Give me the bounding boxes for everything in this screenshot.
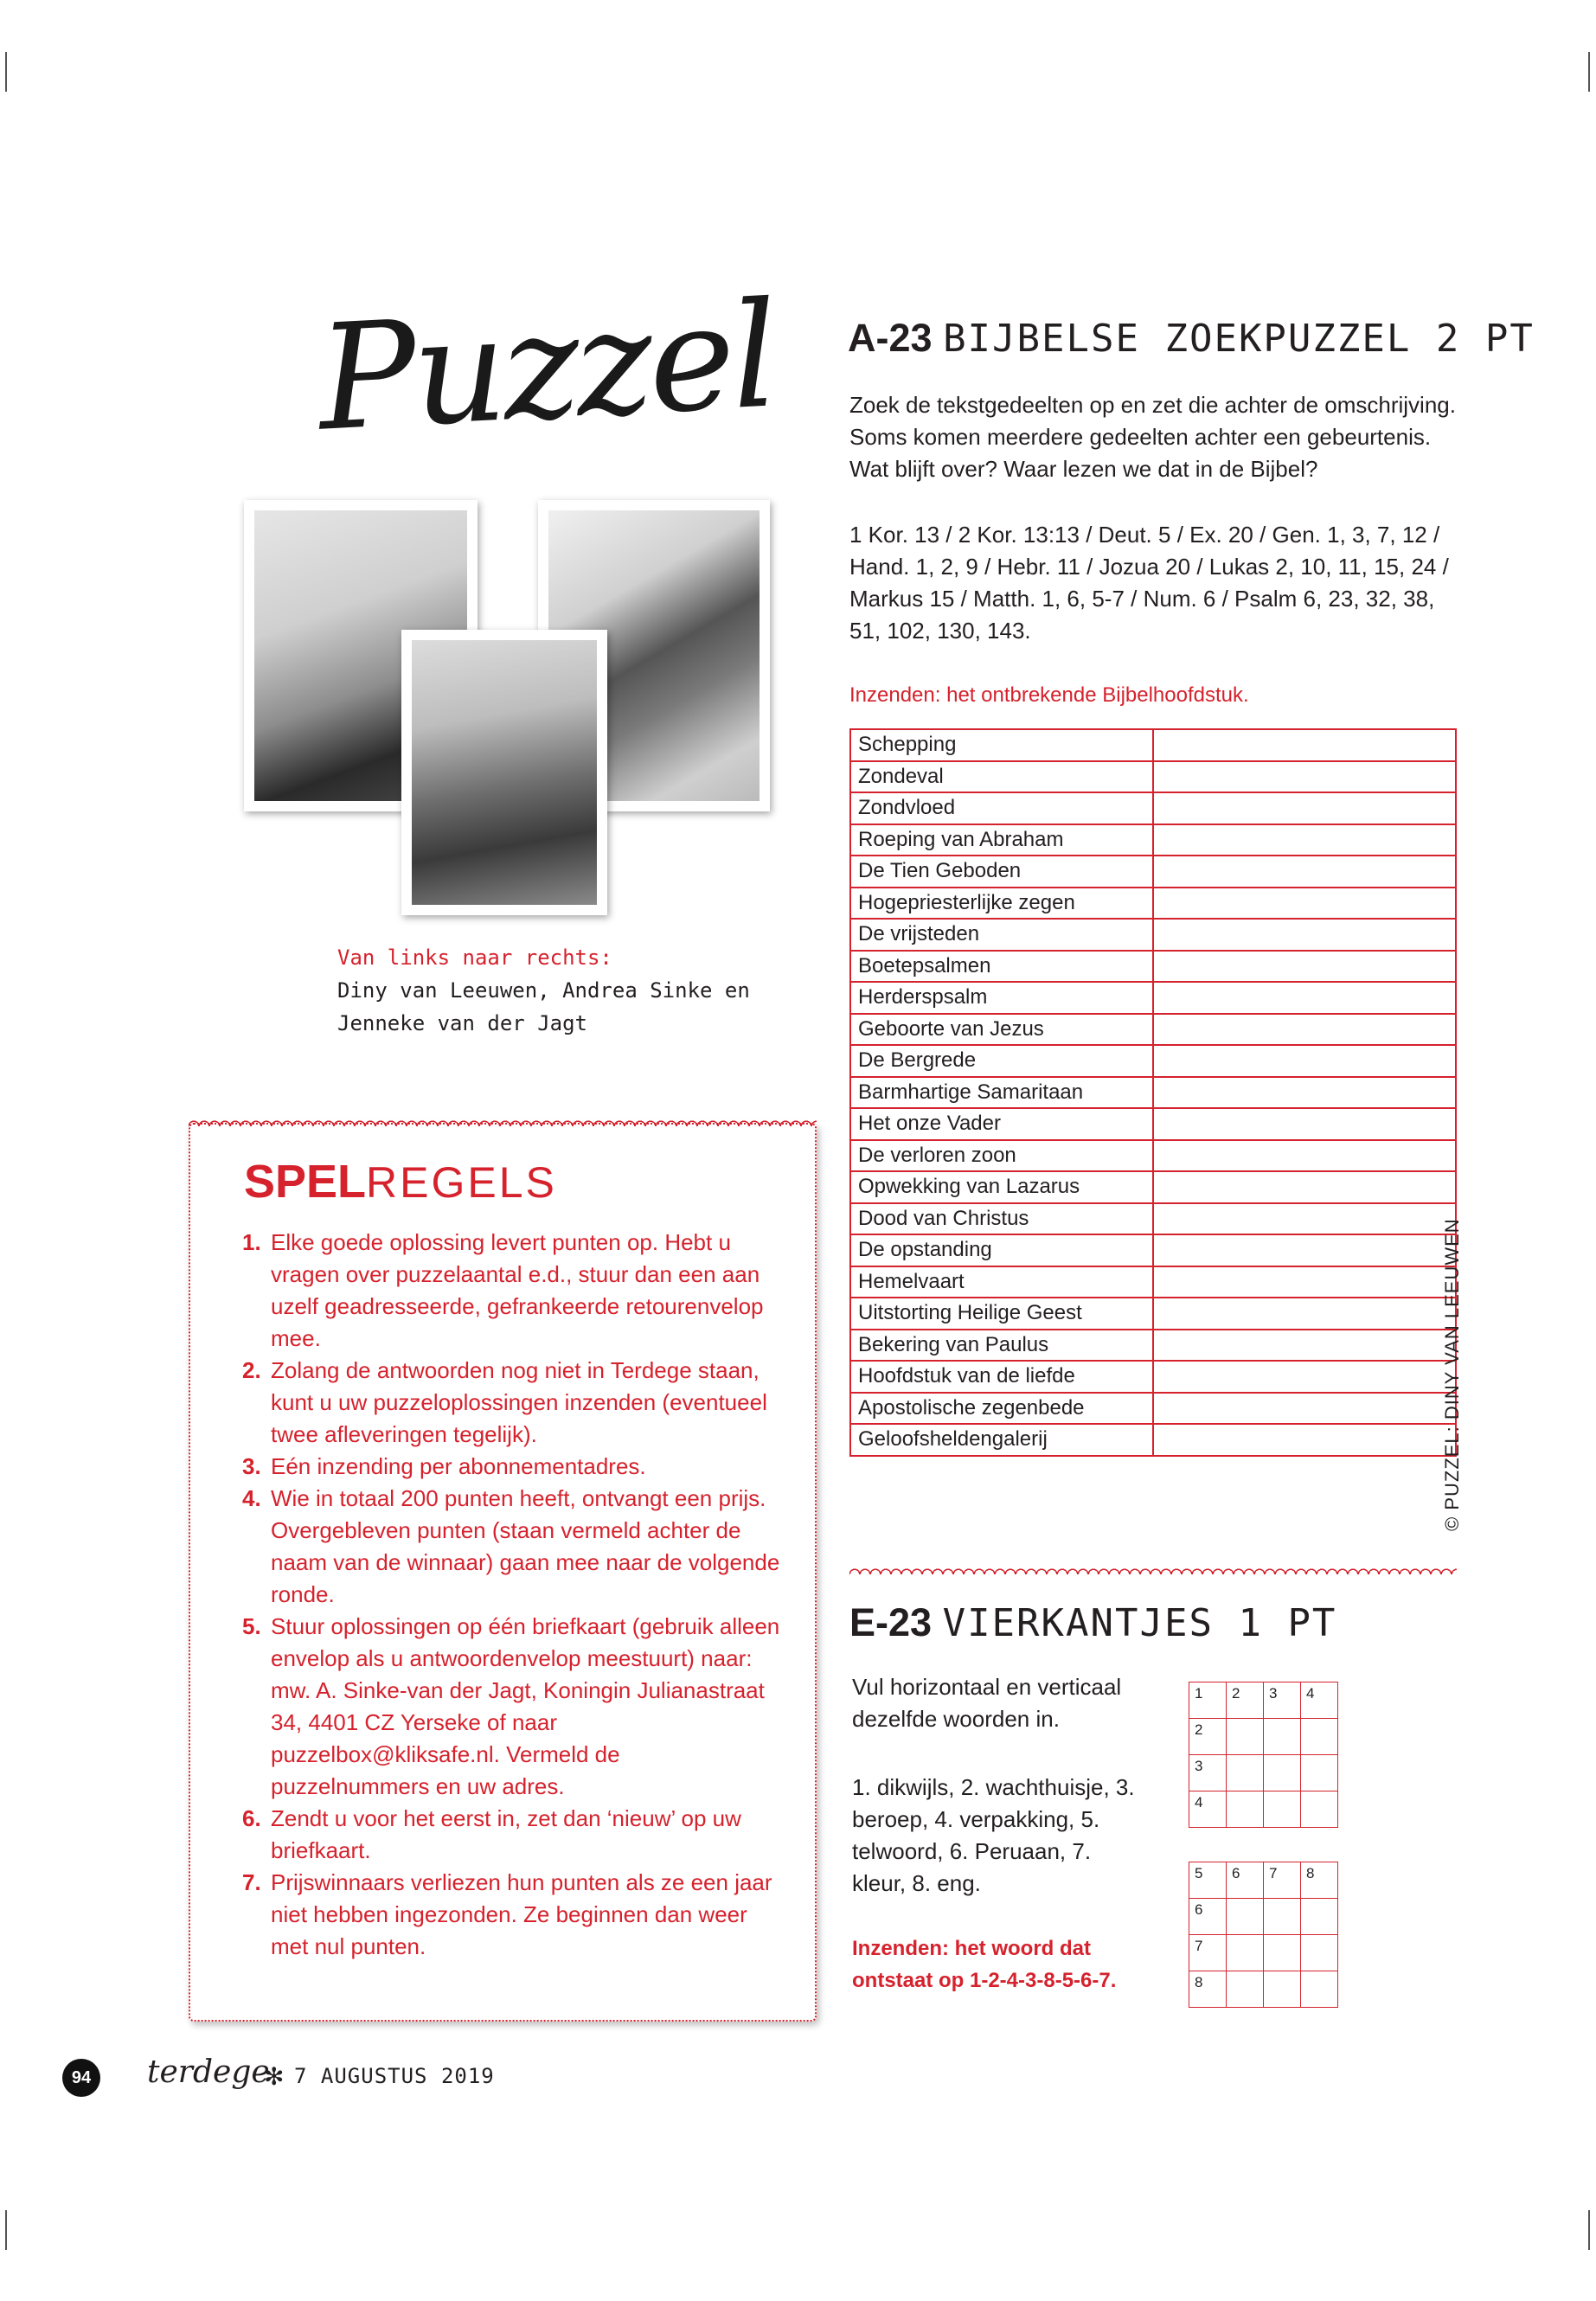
- event-cell: Dood van Christus: [850, 1203, 1153, 1235]
- grid-cell[interactable]: [1227, 1935, 1264, 1971]
- grid-cell[interactable]: 3: [1189, 1755, 1227, 1791]
- e23-intro: Vul horizontaal en verticaal dezelfde woorden in.: [852, 1674, 1122, 1732]
- a23-references: 1 Kor. 13 / 2 Kor. 13:13 / Deut. 5 / Ex. 20 / Gen. 1, 3, 7, 12 / Hand. 1, 2, 9 / Hebr. 11 / Jozua 20 / Lukas 2, 10, 11, 15, 24 / Markus 15 / Matth. 1, 6, 5-7 / Num. 6 / Psalm 6, 23, 32, 38, 51, 102, 130, 143.: [849, 522, 1449, 644]
- grid-cell[interactable]: [1227, 1899, 1264, 1935]
- answer-cell[interactable]: [1153, 856, 1456, 888]
- grid-cell[interactable]: [1264, 1791, 1301, 1828]
- photo-andrea-sinke: [401, 630, 607, 915]
- event-cell: Uitstorting Heilige Geest: [850, 1298, 1153, 1330]
- event-cell: Boetepsalmen: [850, 951, 1153, 983]
- event-cell: De vrijsteden: [850, 919, 1153, 951]
- grid-cell[interactable]: 2: [1227, 1682, 1264, 1719]
- table-row: [850, 824, 1456, 856]
- grid-cell[interactable]: [1264, 1899, 1301, 1935]
- grid-cell[interactable]: [1227, 1719, 1264, 1755]
- grid-row: [1189, 1971, 1338, 2008]
- spelregels-title-bold: SPEL: [244, 1156, 367, 1208]
- event-cell: Hoofdstuk van de liefde: [850, 1361, 1153, 1393]
- event-cell: Herderspsalm: [850, 982, 1153, 1014]
- answer-cell[interactable]: [1153, 1171, 1456, 1203]
- event-cell: De verloren zoon: [850, 1140, 1153, 1172]
- table-row: [850, 1266, 1456, 1298]
- event-cell: Zondeval: [850, 761, 1153, 793]
- separator-asterisk-icon: ✻: [264, 2063, 285, 2090]
- event-cell: Barmhartige Samaritaan: [850, 1077, 1153, 1109]
- event-cell: Zondvloed: [850, 792, 1153, 824]
- event-cell: Geloofsheldengalerij: [850, 1424, 1153, 1456]
- issue-date: 7 AUGUSTUS 2019: [294, 2064, 495, 2088]
- grid-cell[interactable]: 4: [1189, 1791, 1227, 1828]
- a23-title: BIJBELSE ZOEKPUZZEL 2 PT: [943, 317, 1535, 361]
- rule-text: Elke goede oplossing levert punten op. Hebt u vragen over puzzelaantal e.d., stuur dan een aan uzelf geadresseerde, gefrankeerde retourenvelop mee.: [271, 1229, 764, 1351]
- answer-cell[interactable]: [1153, 1234, 1456, 1266]
- table-row: [850, 888, 1456, 920]
- answer-cell[interactable]: [1153, 888, 1456, 920]
- table-row: [850, 856, 1456, 888]
- rule-number: 5.: [242, 1613, 261, 1639]
- rule-text: Wie in totaal 200 punten heeft, ontvangt een prijs. Overgebleven punten (staan vermeld achter de naam van de winnaar) gaan mee naar de volgende ronde.: [271, 1485, 780, 1607]
- rule-item: [242, 1803, 783, 1867]
- grid-row: [1189, 1755, 1338, 1791]
- answer-cell[interactable]: [1153, 982, 1456, 1014]
- grid-cell[interactable]: [1264, 1719, 1301, 1755]
- spelregels-title-light: REGELS: [366, 1158, 557, 1207]
- table-row: [850, 1424, 1456, 1456]
- rule-text: Prijswinnaars verliezen hun punten als ze een jaar niet hebben ingezonden. Ze beginnen dan weer met nul punten.: [271, 1869, 772, 1959]
- table-row: [850, 1077, 1456, 1109]
- table-row: [850, 1171, 1456, 1203]
- grid-cell[interactable]: 5: [1189, 1862, 1227, 1899]
- table-row: [850, 1203, 1456, 1235]
- puzzle-credit: © PUZZEL: DINY VAN LEEUWEN: [1441, 1218, 1463, 1531]
- rule-number: 2.: [242, 1357, 261, 1383]
- answer-cell[interactable]: [1153, 1393, 1456, 1425]
- event-cell: Opwekking van Lazarus: [850, 1171, 1153, 1203]
- event-cell: Roeping van Abraham: [850, 824, 1153, 856]
- answer-cell[interactable]: [1153, 1140, 1456, 1172]
- event-cell: Het onze Vader: [850, 1108, 1153, 1140]
- trim-mark: [1588, 52, 1590, 92]
- grid-cell[interactable]: [1301, 1755, 1338, 1791]
- grid-cell[interactable]: [1227, 1971, 1264, 2008]
- grid-cell[interactable]: [1301, 1899, 1338, 1935]
- event-cell: De Bergrede: [850, 1045, 1153, 1077]
- rule-item: [242, 1611, 783, 1803]
- table-row: [850, 1234, 1456, 1266]
- event-cell: Apostolische zegenbede: [850, 1393, 1153, 1425]
- caption-line: Jenneke van der Jagt: [337, 1011, 587, 1035]
- grid-cell[interactable]: 8: [1301, 1862, 1338, 1899]
- page-number: 94: [62, 2059, 100, 2097]
- rule-item: [242, 1451, 783, 1483]
- rule-number: 1.: [242, 1229, 261, 1255]
- photo-caption: [337, 941, 750, 1040]
- table-row: [850, 1140, 1456, 1172]
- answer-cell[interactable]: [1153, 792, 1456, 824]
- table-row: [850, 1330, 1456, 1362]
- rule-text: Stuur oplossingen op één briefkaart (gebruik alleen envelop als u antwoordenvelop meestuurt) naar: mw. A. Sinke-van der Jagt, Koningin Julianastraat 34, 4401 CZ Yerseke of naar puzzelbox@kliksafe.nl. Vermeld de puzzelnummers en uw adres.: [271, 1613, 780, 1799]
- grid-cell[interactable]: [1264, 1971, 1301, 2008]
- answer-cell[interactable]: [1153, 1330, 1456, 1362]
- rule-text: Zolang de antwoorden nog niet in Terdege staan, kunt u uw puzzeloplossingen inzenden (eventueel twee afleveringen tegelijk).: [271, 1357, 767, 1447]
- answer-cell[interactable]: [1153, 1298, 1456, 1330]
- rule-number: 4.: [242, 1485, 261, 1511]
- grid-row: [1189, 1935, 1338, 1971]
- zoek-table: [849, 728, 1457, 1457]
- grid-row: [1189, 1682, 1338, 1719]
- answer-cell[interactable]: [1153, 1424, 1456, 1456]
- grid-cell[interactable]: 6: [1227, 1862, 1264, 1899]
- answer-cell[interactable]: [1153, 761, 1456, 793]
- answer-cell[interactable]: [1153, 1108, 1456, 1140]
- grid-cell[interactable]: 2: [1189, 1719, 1227, 1755]
- grid-cell[interactable]: [1227, 1791, 1264, 1828]
- rule-text: Eén inzending per abonnementadres.: [271, 1453, 646, 1479]
- rule-number: 3.: [242, 1453, 261, 1479]
- grid-row: [1189, 1719, 1338, 1755]
- table-row: [850, 1298, 1456, 1330]
- event-cell: Bekering van Paulus: [850, 1330, 1153, 1362]
- answer-cell[interactable]: [1153, 1045, 1456, 1077]
- table-row: [850, 1108, 1456, 1140]
- trim-mark: [5, 52, 7, 92]
- grid-cell[interactable]: [1301, 1971, 1338, 2008]
- a23-intro: Zoek de tekstgedeelten op en zet die achter de omschrijving. Soms komen meerdere gedeelten achter een gebeurtenis. Wat blijft over? Waar lezen we dat in de Bijbel?: [849, 392, 1456, 482]
- grid-cell[interactable]: 1: [1189, 1682, 1227, 1719]
- wavy-separator: [849, 1566, 1457, 1574]
- table-row: [850, 729, 1456, 761]
- grid-row: [1189, 1862, 1338, 1899]
- e23-code: E-23: [849, 1600, 933, 1644]
- grid-cell[interactable]: 4: [1301, 1682, 1338, 1719]
- table-row: [850, 982, 1456, 1014]
- rule-text: Zendt u voor het eerst in, zet dan ‘nieuw’ op uw briefkaart.: [271, 1805, 741, 1863]
- answer-cell[interactable]: [1153, 951, 1456, 983]
- a23-code: A-23: [848, 316, 933, 360]
- rule-number: 7.: [242, 1869, 261, 1895]
- rule-item: [242, 1355, 783, 1451]
- event-cell: Hemelvaart: [850, 1266, 1153, 1298]
- grid-cell[interactable]: 3: [1264, 1682, 1301, 1719]
- grid-cell[interactable]: 6: [1189, 1899, 1227, 1935]
- event-cell: De Tien Geboden: [850, 856, 1153, 888]
- table-row: [850, 951, 1456, 983]
- answer-cell[interactable]: [1153, 1077, 1456, 1109]
- grid-row: [1189, 1791, 1338, 1828]
- vierkantjes-grid-1: [1189, 1682, 1338, 1828]
- answer-cell[interactable]: [1153, 1361, 1456, 1393]
- trim-mark: [1588, 2210, 1590, 2250]
- event-cell: Schepping: [850, 729, 1153, 761]
- rules-list: [242, 1227, 783, 1963]
- grid-cell[interactable]: [1301, 1791, 1338, 1828]
- a23-heading: [848, 316, 1535, 361]
- a23-submit: Inzenden: het ontbrekende Bijbelhoofdstuk.: [849, 683, 1249, 707]
- grid-cell[interactable]: [1227, 1755, 1264, 1791]
- table-row: [850, 919, 1456, 951]
- table-row: [850, 1045, 1456, 1077]
- e23-title: VIERKANTJES 1 PT: [942, 1601, 1337, 1645]
- grid-cell[interactable]: [1301, 1719, 1338, 1755]
- e23-heading: [849, 1600, 1336, 1645]
- grid-cell[interactable]: [1264, 1755, 1301, 1791]
- table-row: [850, 1393, 1456, 1425]
- answer-cell[interactable]: [1153, 1203, 1456, 1235]
- table-row: [850, 792, 1456, 824]
- rule-number: 6.: [242, 1805, 261, 1831]
- answer-cell[interactable]: [1153, 919, 1456, 951]
- answer-cell[interactable]: [1153, 1266, 1456, 1298]
- page-title: Puzzel: [314, 270, 779, 464]
- e23-clues: 1. dikwijls, 2. wachthuisje, 3. beroep, 4. verpakking, 5. telwoord, 6. Peruaan, 7. kleur, 8. eng.: [852, 1774, 1135, 1896]
- vierkantjes-grid-2: [1189, 1862, 1338, 2008]
- spelregels-title: [244, 1155, 557, 1208]
- brand-logo: terdege: [147, 2054, 270, 2090]
- caption-heading: Van links naar rechts:: [337, 945, 612, 970]
- event-cell: Hogepriesterlijke zegen: [850, 888, 1153, 920]
- grid-cell[interactable]: 8: [1189, 1971, 1227, 2008]
- grid-cell[interactable]: 7: [1189, 1935, 1227, 1971]
- rule-item: [242, 1483, 783, 1611]
- table-row: [850, 1361, 1456, 1393]
- rule-item: [242, 1867, 783, 1963]
- rule-item: [242, 1227, 783, 1355]
- answer-cell[interactable]: [1153, 824, 1456, 856]
- grid-cell[interactable]: [1301, 1935, 1338, 1971]
- caption-line: Diny van Leeuwen, Andrea Sinke en: [337, 978, 750, 1003]
- table-row: [850, 761, 1456, 793]
- answer-cell[interactable]: [1153, 729, 1456, 761]
- grid-row: [1189, 1899, 1338, 1935]
- trim-mark: [5, 2210, 7, 2250]
- event-cell: De opstanding: [850, 1234, 1153, 1266]
- grid-cell[interactable]: [1264, 1935, 1301, 1971]
- table-row: [850, 1014, 1456, 1046]
- answer-cell[interactable]: [1153, 1014, 1456, 1046]
- event-cell: Geboorte van Jezus: [850, 1014, 1153, 1046]
- e23-submit: Inzenden: het woord dat ontstaat op 1-2-4-3-8-5-6-7.: [852, 1937, 1117, 1992]
- wavy-border: [189, 1118, 817, 1126]
- grid-cell[interactable]: 7: [1264, 1862, 1301, 1899]
